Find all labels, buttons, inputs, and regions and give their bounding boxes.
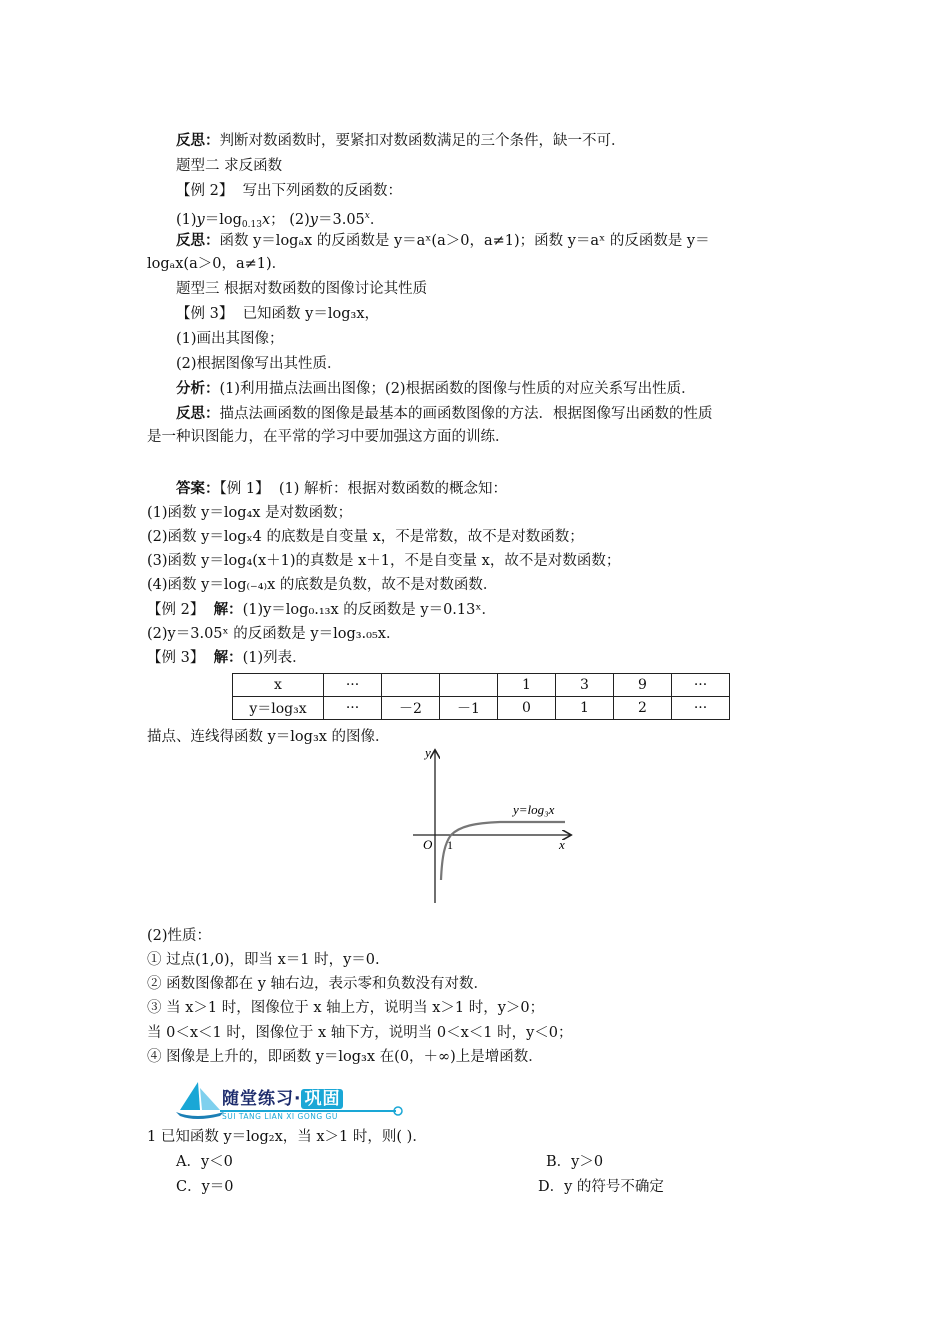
plot-caption: 描点、连线得函数 y＝log₃x 的图像．: [147, 729, 390, 745]
table-cell: ···: [672, 674, 730, 697]
answer-line-3: (3)函数 y＝log₄(x＋1)的真数是 x＋1，不是自变量 x，故不是对数函数；: [147, 553, 621, 569]
type2-title: 题型二 求反函数: [176, 158, 283, 174]
banner-highlight: 巩固: [301, 1089, 343, 1109]
type3-title: 题型三 根据对数函数的图像讨论其性质: [176, 281, 428, 297]
y-axis-label: y: [425, 745, 431, 760]
example-3: [176, 304, 379, 324]
answer-line-1: (1)函数 y＝log₄x 是对数函数；: [147, 505, 353, 521]
answer-ex2-line1: [147, 600, 496, 620]
curve-label: y=log₃x: [513, 802, 555, 817]
option-a: A．y＜0: [176, 1154, 233, 1170]
answer-text: (1)列表．: [242, 650, 307, 666]
banner-pinyin: SUI TANG LIAN XI GONG GU: [222, 1112, 338, 1121]
answer-text: (1)y＝log₀.₁₃x 的反函数是 y＝0.13ˣ．: [242, 602, 497, 618]
example-label: 【例 1】: [219, 481, 270, 497]
table-cell: [382, 674, 440, 697]
example-3-item-2: (2)根据图像写出其性质．: [176, 356, 342, 372]
analysis-label: 分析：: [176, 381, 220, 397]
analysis: [176, 379, 696, 399]
table-cell: [440, 674, 498, 697]
x-axis-label: x: [559, 837, 565, 852]
answer-header: [176, 479, 507, 499]
example-2-items: $(1)y=\log_{0.13}x$； $(2)y=3.05^x$．: [176, 211, 385, 230]
property-line: ① 过点(1,0)，即当 x＝1 时，y＝0.: [147, 952, 380, 968]
table-cell: 2: [614, 697, 672, 720]
table-cell: ···: [672, 697, 730, 720]
solve-label: 解：: [213, 650, 243, 666]
property-line: ② 函数图像都在 y 轴右边，表示零和负数没有对数．: [147, 976, 489, 992]
reflection-3-line2: 是一种识图能力，在平常的学习中要加强这方面的训练．: [147, 429, 510, 445]
item-1-label: (1): [176, 212, 197, 228]
table-cell: 9: [614, 674, 672, 697]
practice-banner: [176, 1080, 406, 1124]
table-cell: y＝log₃x: [233, 697, 324, 720]
table-row: [233, 674, 730, 697]
table-cell: －1: [440, 697, 498, 720]
example-label: 【例 2】: [147, 602, 205, 618]
option-b: B．y＞0: [546, 1154, 604, 1170]
table-cell: ···: [324, 674, 382, 697]
tick-one-label: 1: [447, 838, 453, 852]
solve-label: 解：: [213, 602, 243, 618]
answer-intro: (1) 解析：根据对数函数的概念知：: [278, 481, 507, 497]
reflection-2-line1: [176, 231, 710, 251]
answer-line-4: (4)函数 y＝log₍₋₄₎x 的底数是负数，故不是对数函数．: [147, 577, 498, 593]
table-cell: ···: [324, 697, 382, 720]
example-text: 已知函数 y＝log₃x，: [242, 306, 380, 322]
answer-line-2: (2)函数 y＝logₓ4 的底数是自变量 x，不是常数，故不是对数函数；: [147, 529, 584, 545]
answer-label: 答案：: [176, 481, 220, 497]
table-cell: 3: [556, 674, 614, 697]
reflection-3-line1: [176, 404, 713, 424]
table-cell: x: [233, 674, 324, 697]
table-row: [233, 697, 730, 720]
analysis-text: (1)利用描点法画出图像；(2)根据函数的图像与性质的对应关系写出性质．: [219, 381, 696, 397]
reflection-label: 反思：: [176, 233, 220, 249]
reflection-text: 函数 y＝logₐx 的反函数是 y＝aˣ(a＞0，a≠1)；函数 y＝aˣ 的反函数是 y＝: [219, 233, 710, 249]
question-1: 1 已知函数 y＝log₂x，当 x＞1 时，则( )．: [147, 1129, 427, 1145]
example-2: [176, 181, 402, 201]
answer-ex2-line2: (2)y＝3.05ˣ 的反函数是 y＝log₃.₀₅x．: [147, 626, 401, 642]
property-line: ④ 图像是上升的，即函数 y＝log₃x 在(0，＋∞)上是增函数．: [147, 1049, 543, 1065]
item-2-label: ； (2): [270, 212, 310, 228]
table-cell: 1: [556, 697, 614, 720]
table-cell: 0: [498, 697, 556, 720]
option-d: D．y 的符号不确定: [538, 1179, 664, 1195]
value-table: [232, 673, 730, 720]
log-curve: [441, 822, 565, 880]
option-c: C．y＝0: [176, 1179, 234, 1195]
reflection-label: 反思：: [176, 406, 220, 422]
banner-title: 随堂练习·: [222, 1089, 302, 1109]
reflection-2-line2: logₐx(a＞0，a≠1)．: [147, 256, 287, 272]
table-cell: －2: [382, 697, 440, 720]
answer-ex3: [147, 648, 307, 668]
example-label: 【例 3】: [147, 650, 205, 666]
reflection-text: 描点法画函数的图像是最基本的画函数图像的方法．根据图像写出函数的性质: [219, 406, 713, 422]
property-line: (2)性质：: [147, 928, 212, 944]
log-graph: [405, 745, 580, 907]
origin-label: O: [423, 837, 433, 852]
property-line: ③ 当 x＞1 时，图像位于 x 轴上方，说明当 x＞1 时，y＞0；: [147, 1000, 545, 1016]
reflection-1: [176, 131, 626, 151]
example-3-item-1: (1)画出其图像；: [176, 331, 284, 347]
reflection-text: 判断对数函数时，要紧扣对数函数满足的三个条件，缺一不可．: [219, 133, 626, 149]
example-text: 写出下列函数的反函数：: [242, 183, 403, 199]
table-cell: 1: [498, 674, 556, 697]
example-label: 【例 3】: [176, 306, 234, 322]
reflection-label: 反思：: [176, 133, 220, 149]
property-line: 当 0＜x＜1 时，图像位于 x 轴下方，说明当 0＜x＜1 时，y＜0；: [147, 1025, 573, 1041]
example-label: 【例 2】: [176, 183, 234, 199]
